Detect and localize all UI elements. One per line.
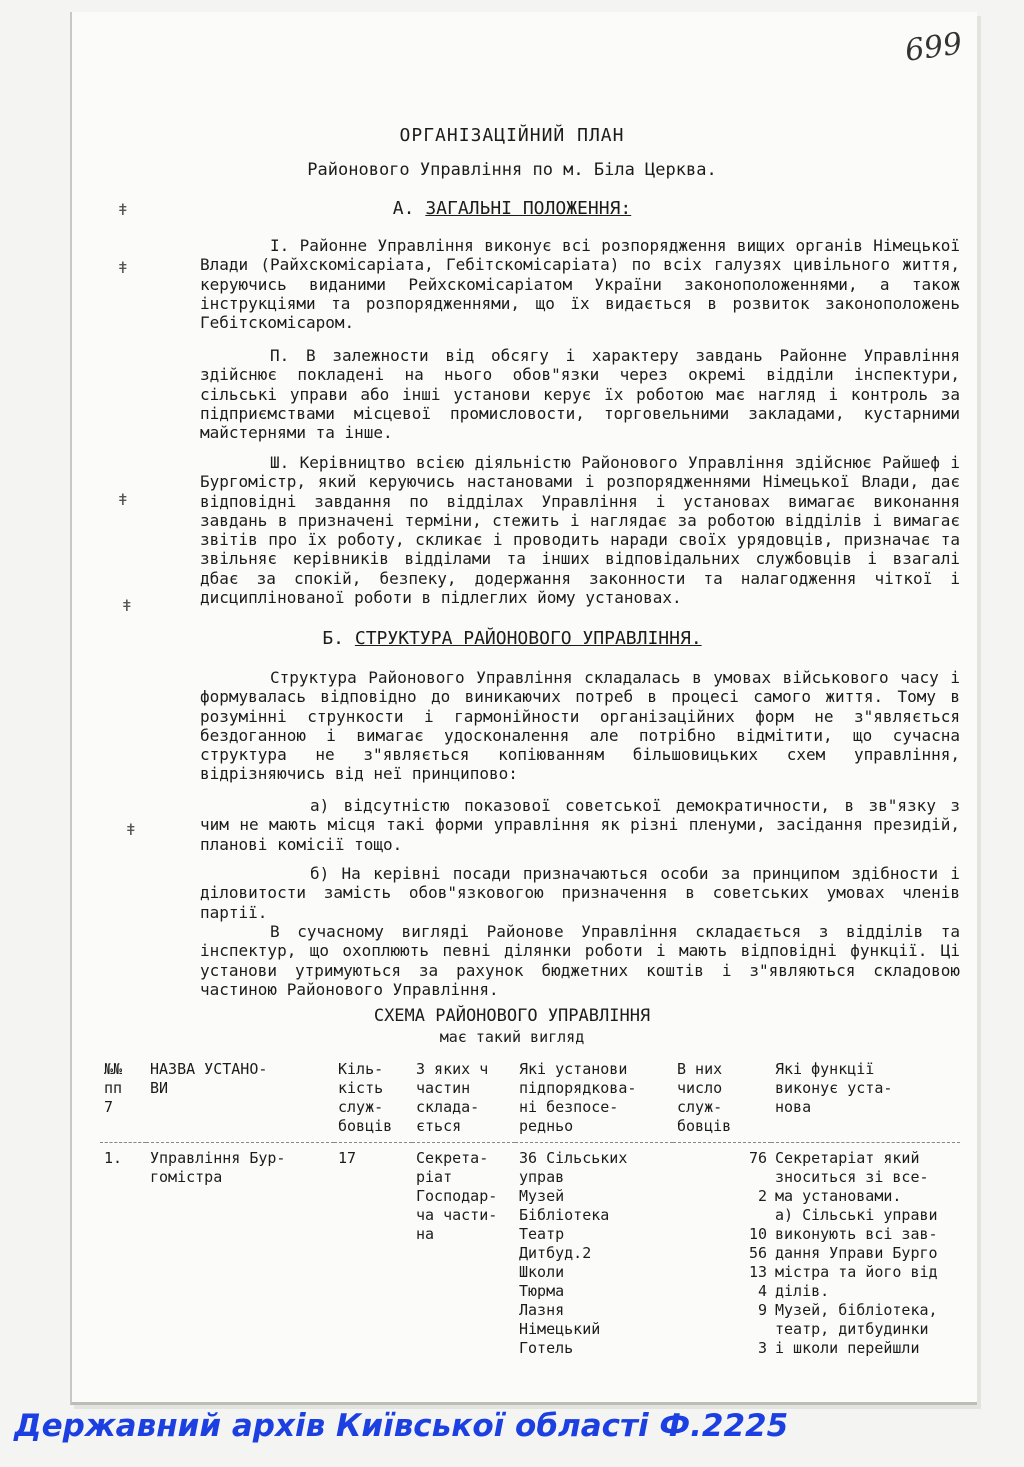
subordinate-line: Німецький	[519, 1320, 601, 1338]
header-line: ВИ	[150, 1079, 169, 1097]
subordinate-line: 36 Сільських	[519, 1149, 628, 1167]
folio-number: 699	[902, 26, 965, 69]
parts-line: ча части-	[416, 1206, 498, 1224]
function-line: Музей, бібліотека,	[775, 1301, 938, 1319]
paragraph-a3: Ш. Керівництво всією діяльністю Районового Управління здійснює Райшеф і Бургомістр, який керуючись настановами і розпорядженнями Німецької Влади, дає відповідні завдання по відділах Управління і установах вимагає виконання завдань в призначені терміни, стежить і наглядає за роботою відділів і вимагає звітів про їх роботу, скликає і проводить наради своїх урядовців, призначає та звільняє керівників відділами та інших відповідальних службовців і взагалі дбає за спокій, безпеку, додержання законности та налагодження чіткої і дисциплінованої роботи в підлеглих йому установах.	[200, 453, 960, 608]
parts-line: на	[416, 1225, 435, 1243]
function-line: дання Управи Бурго	[775, 1244, 938, 1262]
document-title: ОРГАНІЗАЦІЙНИЙ ПЛАН	[399, 125, 625, 146]
header-count	[673, 1058, 771, 1143]
header-line: служ-	[338, 1098, 384, 1116]
subordinate-line: Готель	[519, 1339, 574, 1357]
header-line: НАЗВА УСТАНО-	[150, 1060, 268, 1078]
header-line: нова	[775, 1098, 812, 1116]
function-line: а) Сільські управи	[775, 1206, 938, 1224]
count-line: 3	[757, 1339, 767, 1357]
row-number: 1.	[104, 1149, 123, 1167]
header-line: Кіль-	[338, 1060, 384, 1078]
header-parts	[412, 1058, 515, 1143]
parts-line: Секрета-	[416, 1149, 489, 1167]
header-subordinate	[515, 1058, 673, 1143]
function-line: зноситься зі все-	[775, 1168, 929, 1186]
header-line: число	[677, 1079, 723, 1097]
paragraph-b1: Структура Районового Управління складалась в умовах військового часу і формувалась відповідно до виникаючих потреб в процесі самого життя. Тому в розумінні стрункости і гармонійности організаційних форм не з"являється бездоганною і вимагає удосконалення але потрібно відмітити, що сучасна структура не з"являється копіюванням більшовицьких схем управління, відрізняючись від неї принципово:	[200, 668, 960, 784]
header-line: кість	[338, 1079, 384, 1097]
header-line: бовців	[677, 1117, 732, 1135]
function-line: і школи перейшли	[775, 1339, 920, 1357]
header-line: Які установи	[519, 1060, 628, 1078]
paragraph-b-item-a: а) відсутністю показової советської демократичности, в зв"язку з чим не мають місця такі форми управління як різні пленуми, засідання президій, планові комісії тощо.	[200, 796, 960, 854]
name-line: гомістра	[150, 1168, 223, 1186]
subordinate-line: Театр	[519, 1225, 565, 1243]
count-line: 9	[757, 1301, 767, 1319]
row-name	[146, 1143, 334, 1359]
header-line: З яких ч	[416, 1060, 489, 1078]
header-line: служ-	[677, 1098, 723, 1116]
function-line: Секретаріат який	[775, 1149, 920, 1167]
count-line: 56	[748, 1244, 767, 1262]
section-b-marker: Б.	[322, 628, 345, 649]
punch-mark: ǂ	[122, 596, 132, 615]
row-functions	[771, 1143, 960, 1359]
schema-table	[100, 1058, 960, 1358]
punch-mark: ǂ	[118, 258, 128, 277]
header-line: виконує уста-	[775, 1079, 893, 1097]
count-line: 10	[748, 1225, 767, 1243]
row-parts	[412, 1143, 515, 1359]
section-a-heading	[0, 198, 1024, 219]
schema-header-row	[100, 1058, 960, 1143]
table-row	[100, 1143, 960, 1359]
header-functions	[771, 1058, 960, 1143]
schema-title: СХЕМА РАЙОНОВОГО УПРАВЛІННЯ	[373, 1006, 651, 1026]
count-line: 2	[757, 1187, 767, 1205]
header-line: В них	[677, 1060, 723, 1078]
count-line: 4	[757, 1282, 767, 1300]
punch-mark: ǂ	[118, 490, 128, 509]
parts-line: ріат	[416, 1168, 453, 1186]
row-subordinate	[515, 1143, 673, 1359]
punch-mark: ǂ	[118, 200, 128, 219]
subordinate-line: Тюрма	[519, 1282, 565, 1300]
paragraph-b4: В сучасному вигляді Районове Управління складається з відділів та інспектур, що охоплюють певні ділянки роботи і мають відповідні функції. Ці установи утримуються за рахунок бюджетних коштів і з"являються складовою частиною Районового Управління.	[200, 922, 960, 999]
function-line: ділів.	[775, 1282, 830, 1300]
function-line: містра та його від	[775, 1263, 938, 1281]
section-b-heading	[0, 628, 1024, 649]
count-line	[677, 1168, 767, 1187]
subordinate-line: Бібліотека	[519, 1206, 610, 1224]
header-line: пп	[104, 1079, 123, 1097]
paragraph-b-item-b: б) На керівні посади призначаються особи за принципом здібности і діловитости замість обов"язковогою призначення в советських умовах членів партії.	[200, 864, 960, 922]
punch-mark: ǂ	[126, 820, 136, 839]
header-line: підпорядкова-	[519, 1079, 637, 1097]
header-staff	[334, 1058, 412, 1143]
section-b-title: СТРУКТУРА РАЙОНОВОГО УПРАВЛІННЯ.	[354, 628, 702, 649]
header-line: №№	[104, 1060, 123, 1078]
section-a-title: ЗАГАЛЬНІ ПОЛОЖЕННЯ:	[425, 198, 632, 219]
function-line: театр, дитбудинки	[775, 1320, 929, 1338]
header-line: ні безпосе-	[519, 1098, 619, 1116]
function-line: виконують всі зав-	[775, 1225, 938, 1243]
archive-stamp: Державний архів Київської області Ф.2225	[14, 1408, 789, 1444]
subordinate-line: Музей	[519, 1187, 565, 1205]
header-number	[100, 1058, 146, 1143]
count-line: 76	[748, 1149, 767, 1167]
count-line: 13	[748, 1263, 767, 1281]
header-line: склада-	[416, 1098, 480, 1116]
parts-line: Господар-	[416, 1187, 498, 1205]
row-staff: 17	[338, 1149, 357, 1167]
header-line: редньо	[519, 1117, 574, 1135]
subordinate-line: Дитбуд.2	[519, 1244, 592, 1262]
row-counts	[673, 1143, 771, 1359]
header-line: Які функції	[775, 1060, 875, 1078]
function-line: ма установами.	[775, 1187, 902, 1205]
header-line: ється	[416, 1117, 462, 1135]
document-subtitle: Районового Управління по м. Біла Церква.	[307, 160, 717, 180]
subordinate-line: управ	[519, 1168, 565, 1186]
header-line: 7	[104, 1098, 114, 1116]
paragraph-a1: І. Районне Управління виконує всі розпорядження вищих органів Німецької Влади (Райхскомісаріата, Гебітскомісаріата) по всіх галузях цивільного життя, керуючись виданими Рейхскомісаріатом України законоположеннями, а також інструкціями та розпорядженнями, що їх видається в розвиток законоположень Гебітскомісаром.	[200, 236, 960, 333]
count-line	[677, 1320, 767, 1339]
section-a-marker: А.	[392, 198, 415, 219]
count-line	[677, 1206, 767, 1225]
schema-subtitle: має такий вигляд	[439, 1028, 585, 1046]
header-line: бовців	[338, 1117, 393, 1135]
paragraph-a2: П. В залежности від обсягу і характеру завдань Районне Управління здійснює покладені на нього обов"язки через окремі відділи інспектури, сільські управи або інші установи керує їх роботою має нагляд і контроль за підприємствами місцевої промисловости, торговельними закладами, кустарними майстернями та інше.	[200, 346, 960, 443]
header-name	[146, 1058, 334, 1143]
header-line: частин	[416, 1079, 471, 1097]
name-line: Управління Бур-	[150, 1149, 286, 1167]
subordinate-line: Школи	[519, 1263, 565, 1281]
subordinate-line: Лазня	[519, 1301, 565, 1319]
